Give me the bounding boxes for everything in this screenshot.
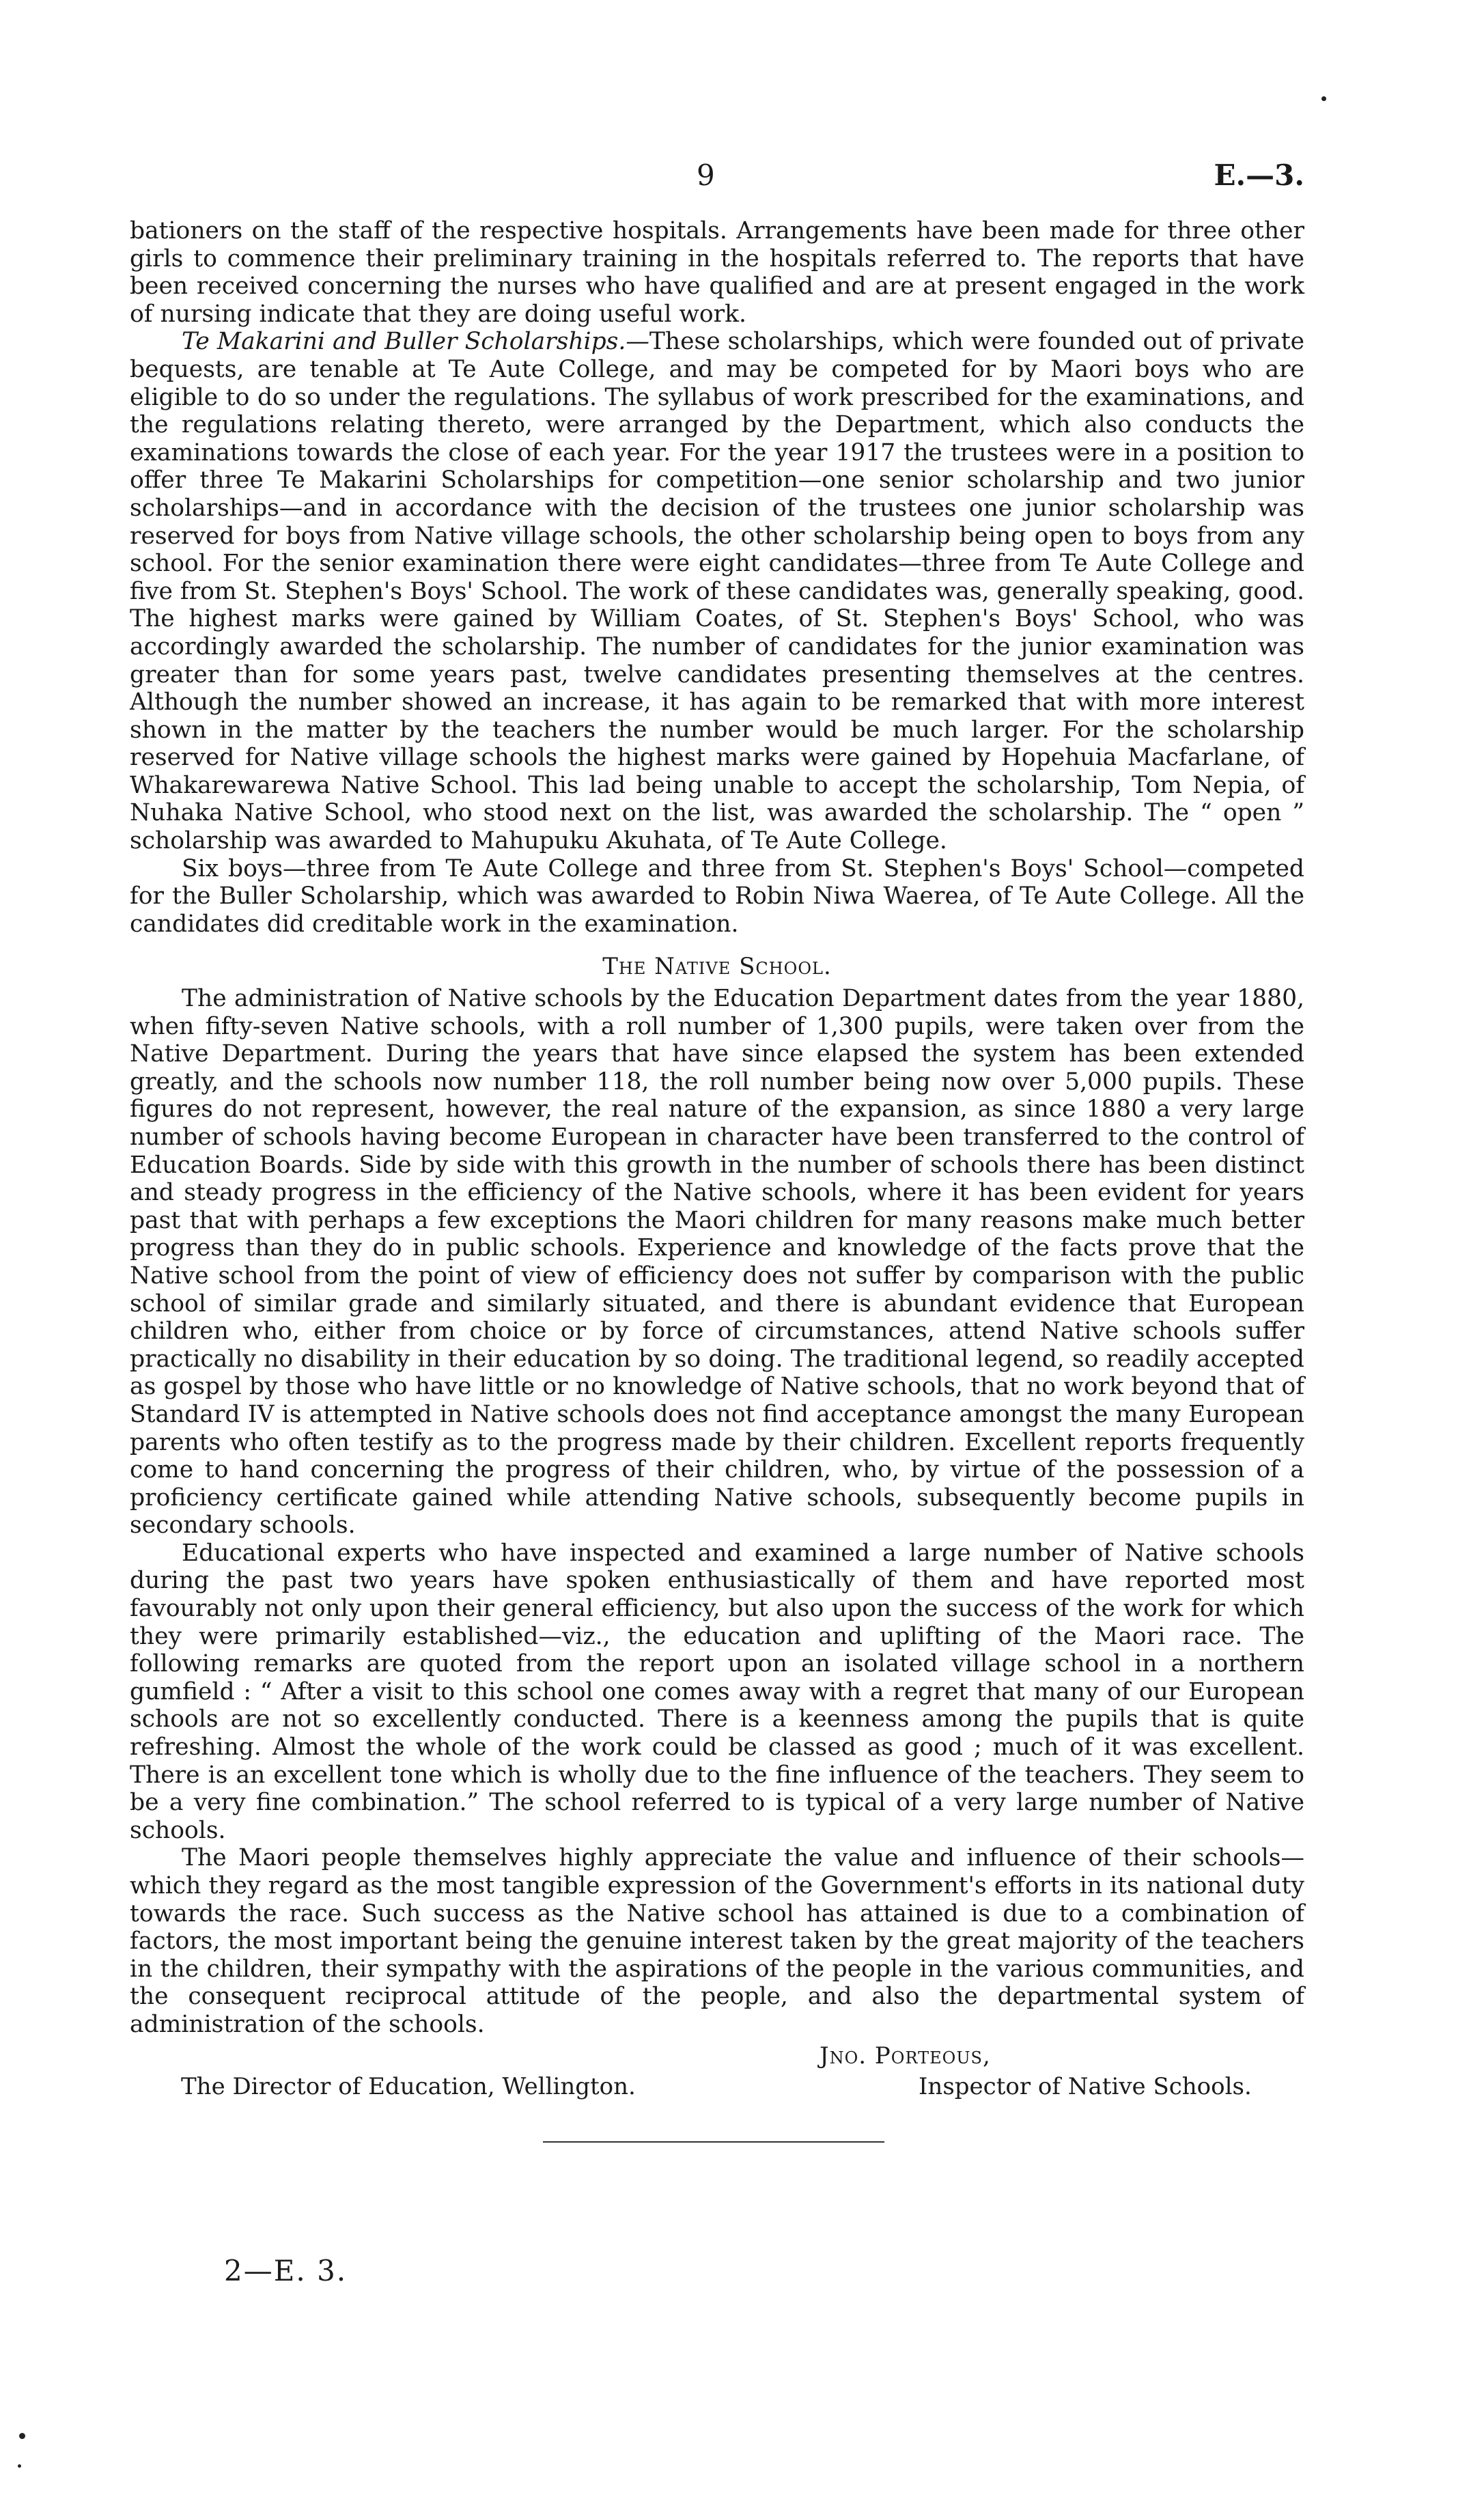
section-heading-native-school: The Native School. [602, 953, 832, 980]
paragraph-continuation: bationers on the staff of the respective hospitals. Arrangements have been made for three other girls to commence their preliminary training in the hospitals referred to. The reports that have been received concerning the nurses who have qualified and are at present engaged in the work of nursing indicate that they are doing useful work. [130, 217, 1304, 328]
scholarships-section [130, 217, 1304, 938]
page-number: 9 [697, 158, 715, 192]
page-header [130, 158, 1304, 199]
paragraph-administration: The administration of Native schools by the Education Department dates from the year 1880, when fifty-seven Native schools, with a roll number of 1,300 pupils, were taken over from the Native Department. During the years that have since elapsed the system has been extended greatly, and the schools now number 118, the roll number being now over 5,000 pupils. These figures do not represent, however, the real nature of the expansion, as since 1880 a very large number of schools having become European in character have been transferred to the control of Education Boards. Side by side with this growth in the number of schools there has been distinct and steady progress in the efficiency of the Native schools, where it has been evident for years past that with perhaps a few exceptions the Maori children for many reasons make much better progress than they do in public schools. Experience and knowledge of the facts prove that the Native school from the point of view of efficiency does not suffer by comparison with the public school of similar grade and similarly situated, and there is abundant evidence that European children who, either from choice or by force of circumstances, attend Native schools suffer practically no disability in their education by so doing. The traditional legend, so readily accepted as gospel by those who have little or no knowledge of Native schools, that no work beyond that of Standard IV is attempted in Native schools does not find acceptance amongst the many European parents who often testify as to the progress made by their children. Excellent reports frequently come to hand concerning the progress of their children, who, by virtue of the possession of a proficiency certificate gained while attending Native schools, subsequently become pupils in secondary schools. [130, 985, 1304, 1540]
paragraph-maori-people: The Maori people themselves highly appreciate the value and influence of their schools—which they regard as the most tangible expression of the Government's efforts in its national duty towards the race. Such success as the Native school has attained is due to a combination of factors, the most important being the genuine interest taken by the great majority of the teachers in the children, their sympathy with the aspirations of the people in the various communities, and the consequent reciprocal attitude of the people, and also the departmental system of administration of the schools. [130, 1844, 1304, 2038]
scan-speck [18, 2464, 21, 2468]
document-reference: E.—3. [1214, 158, 1304, 192]
paragraph-experts: Educational experts who have inspected and examined a large number of Native schools during the past two years have spoken enthusiastically of them and have reported most favourably not only upon their general efficiency, but also upon the success of the work for which they were primarily established—viz., the education and uplifting of the Maori race. The following remarks are quoted from the report upon an isolated village school in a northern gumfield : “ After a visit to this school one comes away with a regret that many of our European schools are not so excellently conducted. There is a keenness among the pupils that is quite refreshing. Almost the whole of the work could be classed as good ; much of it was excellent. There is an excellent tone which is wholly due to the fine influence of the teachers. They seem to be a very fine combination.” The school referred to is typical of a very large number of Native schools. [130, 1539, 1304, 1844]
footer-signature-mark: 2—E. 3. [224, 2254, 348, 2287]
addressee: The Director of Education, Wellington. [181, 2073, 636, 2100]
paragraph-scholarships [130, 328, 1304, 854]
native-school-section [130, 985, 1304, 2039]
signature-name: Jno. Porteous, [820, 2042, 991, 2070]
signature-title: Inspector of Native Schools. [919, 2073, 1252, 2100]
scholarships-heading: Te Makarini and Buller Scholarships.— [182, 328, 649, 356]
scan-speck [1321, 96, 1326, 101]
divider-rule [543, 2141, 884, 2143]
scholarships-text: These scholarships, which were founded out of private bequests, are tenable at Te Aute College, and may be competed for by Maori boys who are eligible to do so under the regulations. The syllabus of work prescribed for the examinations, and the regulations relating thereto, were arranged by the Department, which also conducts the examinations towards the close of each year. For the year 1917 the trustees were in a position to offer three Te Makarini Scholarships for competition—one senior scholarship and two junior scholarships—and in accordance with the decision of the trustees one junior scholarship was reserved for boys from Native village schools, the other scholarship being open to boys from any school. For the senior examination there were eight candidates—three from Te Aute College and five from St. Stephen's Boys' School. The work of these candidates was, generally speaking, good. The highest marks were gained by William Coates, of St. Stephen's Boys' School, who was accordingly awarded the scholarship. The number of candidates for the junior examination was greater than for some years past, twelve candidates presenting themselves at the centres. Although the number showed an increase, it has again to be remarked that with more interest shown in the matter by the teachers the number would be much larger. For the scholarship reserved for Native village schools the highest marks were gained by Hopehuia Macfarlane, of Whakarewarewa Native School. This lad being unable to accept the scholarship, Tom Nepia, of Nuhaka Native School, who stood next on the list, was awarded the scholarship. The “ open ” scholarship was awarded to Mahupuku Akuhata, of Te Aute College. [130, 328, 1304, 855]
paragraph-buller: Six boys—three from Te Aute College and three from St. Stephen's Boys' School—competed for the Buller Scholarship, which was awarded to Robin Niwa Waerea, of Te Aute College. All the candidates did creditable work in the examination. [130, 854, 1304, 938]
scan-speck [19, 2433, 25, 2439]
